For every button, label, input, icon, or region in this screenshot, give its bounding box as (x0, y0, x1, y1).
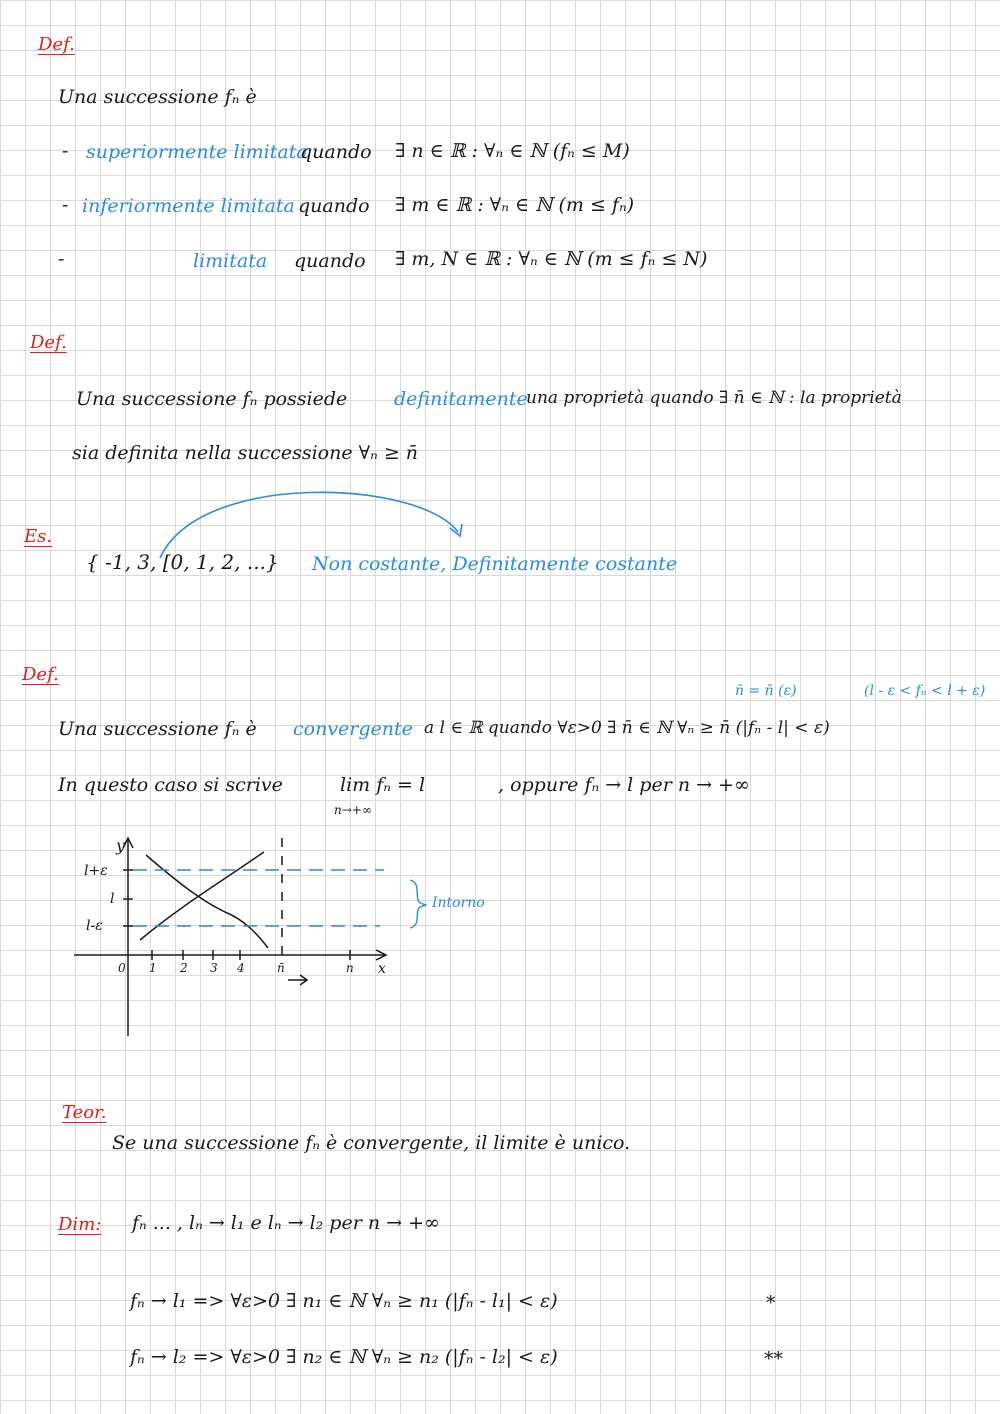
def3-line1-pre: Una successione fₙ è (58, 718, 257, 740)
x-label-0: 0 (118, 961, 126, 975)
y-label-l-minus-eps: l-ε (86, 918, 103, 934)
example-heading: Es. (24, 526, 53, 547)
theorem-text: Se una successione fₙ è convergente, il limite è unico. (112, 1132, 631, 1154)
x-label-1: 1 (149, 961, 157, 975)
def1-formula-2: ∃ m ∈ ℝ : ∀ₙ ∈ ℕ (m ≤ fₙ) (395, 194, 635, 216)
def3-line2-pre: In questo caso si scrive (58, 774, 283, 796)
def3-limit-sub: n→+∞ (334, 803, 372, 817)
y-label-l-plus-eps: l+ε (84, 863, 108, 879)
y-label-l: l (110, 891, 115, 907)
proof-heading: Dim: (58, 1214, 102, 1235)
def3-annot-left: n̄ = n̄ (ε) (735, 683, 797, 699)
x-label-n: n (346, 961, 354, 975)
example-note: Non costante, Definitamente costante (312, 553, 678, 575)
def1-term-2: inferiormente limitata (82, 195, 295, 217)
def1-bullet-2: - (62, 194, 69, 216)
def3-annot-right: (l - ε < fₙ < l + ε) (864, 683, 986, 699)
def1-formula-1: ∃ n ∈ ℝ : ∀ₙ ∈ ℕ (fₙ ≤ M) (395, 140, 630, 162)
def1-heading: Def. (38, 34, 75, 55)
x-axis-label: x (378, 961, 386, 977)
def1-bullet-3: - (58, 248, 65, 270)
def1-term-3: limitata (193, 250, 268, 272)
def1-when-3: quando (294, 250, 366, 272)
def1-bullet-1: - (62, 140, 69, 162)
example-set: { -1, 3, [0, 1, 2, ...} (86, 550, 279, 574)
def1-when-2: quando (298, 195, 370, 217)
def2-line1-post: una proprietà quando ∃ n̄ ∈ ℕ : la proprietà (526, 388, 902, 408)
x-label-nbar: n̄ (277, 961, 285, 975)
def1-intro: Una successione fₙ è (58, 86, 257, 108)
y-axis-label: y (116, 836, 126, 855)
def3-line2-post: , oppure fₙ → l per n → +∞ (498, 774, 750, 796)
proof-line-1: fₙ ... , lₙ → l₁ e lₙ → l₂ per n → +∞ (132, 1212, 440, 1234)
brace-label: Intorno (432, 895, 485, 911)
proof-mark-1: * (766, 1292, 776, 1314)
x-label-2: 2 (180, 961, 188, 975)
def2-line2: sia definita nella successione ∀ₙ ≥ n̄ (72, 442, 419, 464)
proof-mark-2: ** (764, 1348, 783, 1370)
def3-line1-post: a l ∈ ℝ quando ∀ε>0 ∃ n̄ ∈ ℕ ∀ₙ ≥ n̄ (|fₙ - l| < ε) (424, 718, 830, 738)
def1-formula-3: ∃ m, N ∈ ℝ : ∀ₙ ∈ ℕ (m ≤ fₙ ≤ N) (395, 248, 708, 270)
x-label-3: 3 (210, 961, 218, 975)
def2-line1-pre: Una successione fₙ possiede (76, 388, 348, 410)
def3-limit: lim fₙ = l (340, 774, 426, 796)
proof-line-3: fₙ → l₂ => ∀ε>0 ∃ n₂ ∈ ℕ ∀ₙ ≥ n₂ (|fₙ - l₂| < ε) (130, 1346, 558, 1368)
proof-line-2: fₙ → l₁ => ∀ε>0 ∃ n₁ ∈ ℕ ∀ₙ ≥ n₁ (|fₙ - l₁| < ε) (130, 1290, 558, 1312)
def2-term: definitamente (394, 388, 528, 410)
x-label-4: 4 (237, 961, 245, 975)
def3-heading: Def. (22, 664, 59, 685)
def3-term: convergente (293, 718, 413, 740)
def1-when-1: quando (300, 141, 372, 163)
def2-heading: Def. (30, 332, 67, 353)
theorem-heading: Teor. (62, 1102, 107, 1123)
def1-term-1: superiormente limitata (86, 141, 308, 163)
